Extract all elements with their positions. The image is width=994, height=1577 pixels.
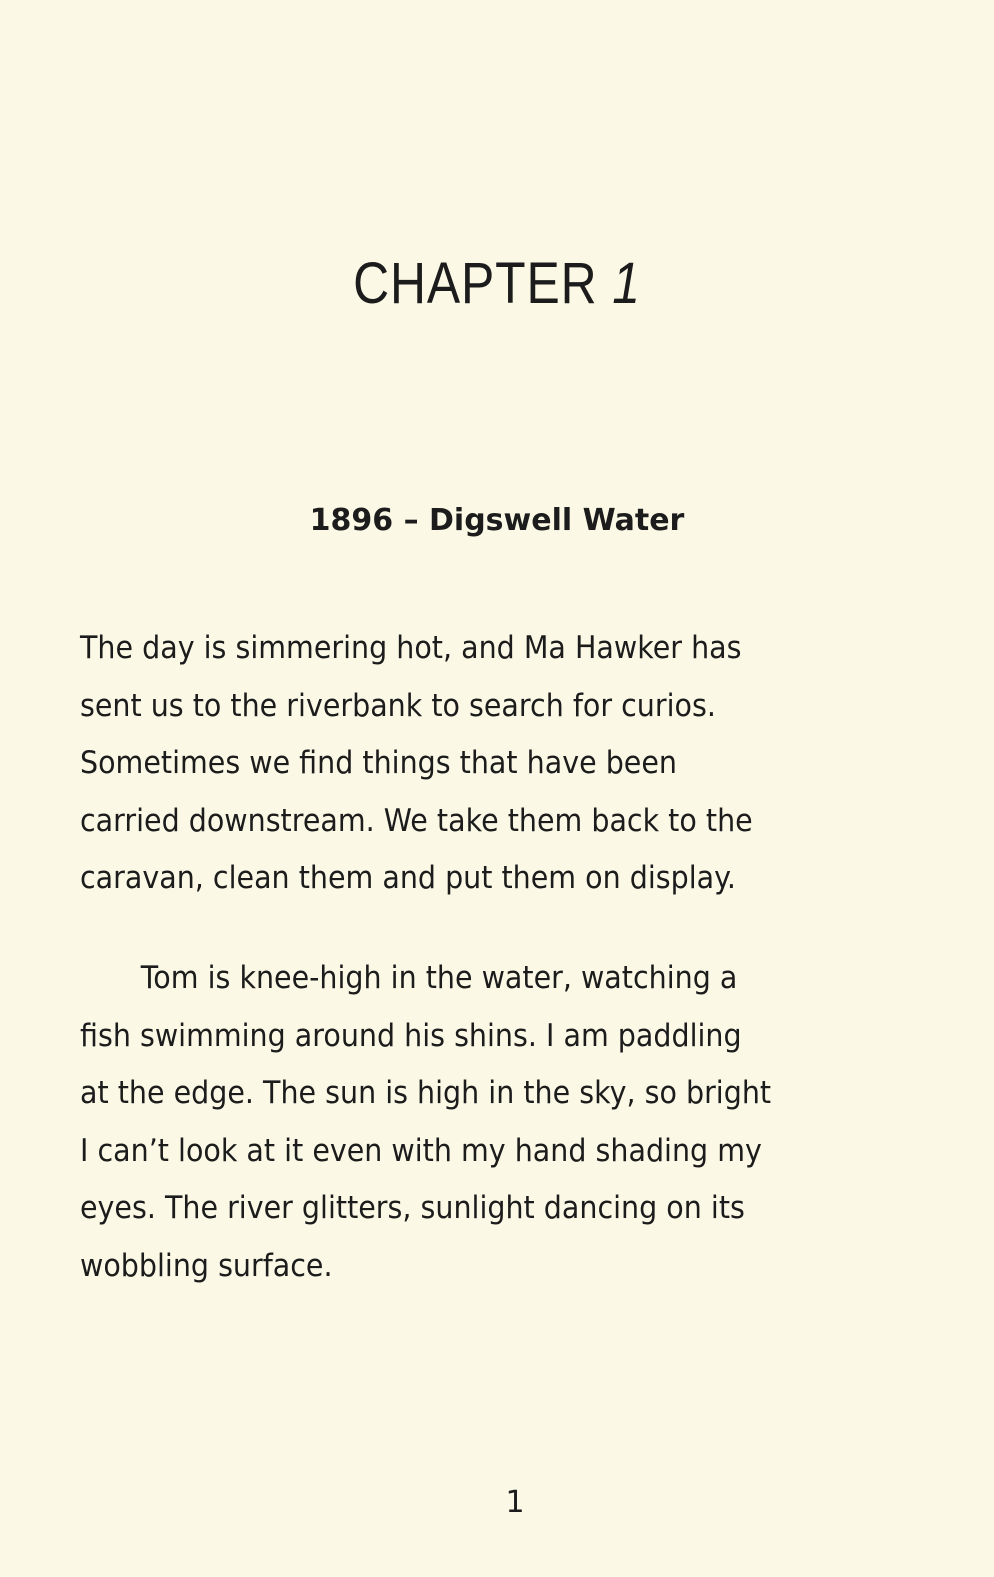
text-line: caravan, clean them and put them on display. xyxy=(80,860,737,896)
text-line: The day is simmering hot, and Ma Hawker has xyxy=(80,630,742,666)
page-number: 1 xyxy=(505,1485,525,1520)
text-line: carried downstream. We take them back to the xyxy=(80,802,753,839)
text-line: Sometimes we find things that have been xyxy=(80,745,677,781)
text-line: eyes. The river glitters, sunlight dancing on its xyxy=(80,1190,745,1226)
chapter-heading xyxy=(70,250,925,317)
chapter-subtitle: 1896 – Digswell Water xyxy=(309,503,685,538)
text-line: sent us to the riverbank to search for curios. xyxy=(80,687,716,724)
text-line: Tom is knee-high in the water, watching a xyxy=(140,960,738,996)
chapter-label: CHAPTER xyxy=(353,251,598,316)
text-line: I can’t look at it even with my hand shading my xyxy=(80,1132,762,1169)
text-line: wobbling surface. xyxy=(80,1247,333,1284)
chapter-number: 1 xyxy=(612,251,641,316)
text-line: at the edge. The sun is high in the sky, so bright xyxy=(80,1075,772,1111)
text-line: fish swimming around his shins. I am paddling xyxy=(80,1017,742,1054)
paragraph-2 xyxy=(80,950,880,1295)
paragraph-1 xyxy=(80,620,880,908)
